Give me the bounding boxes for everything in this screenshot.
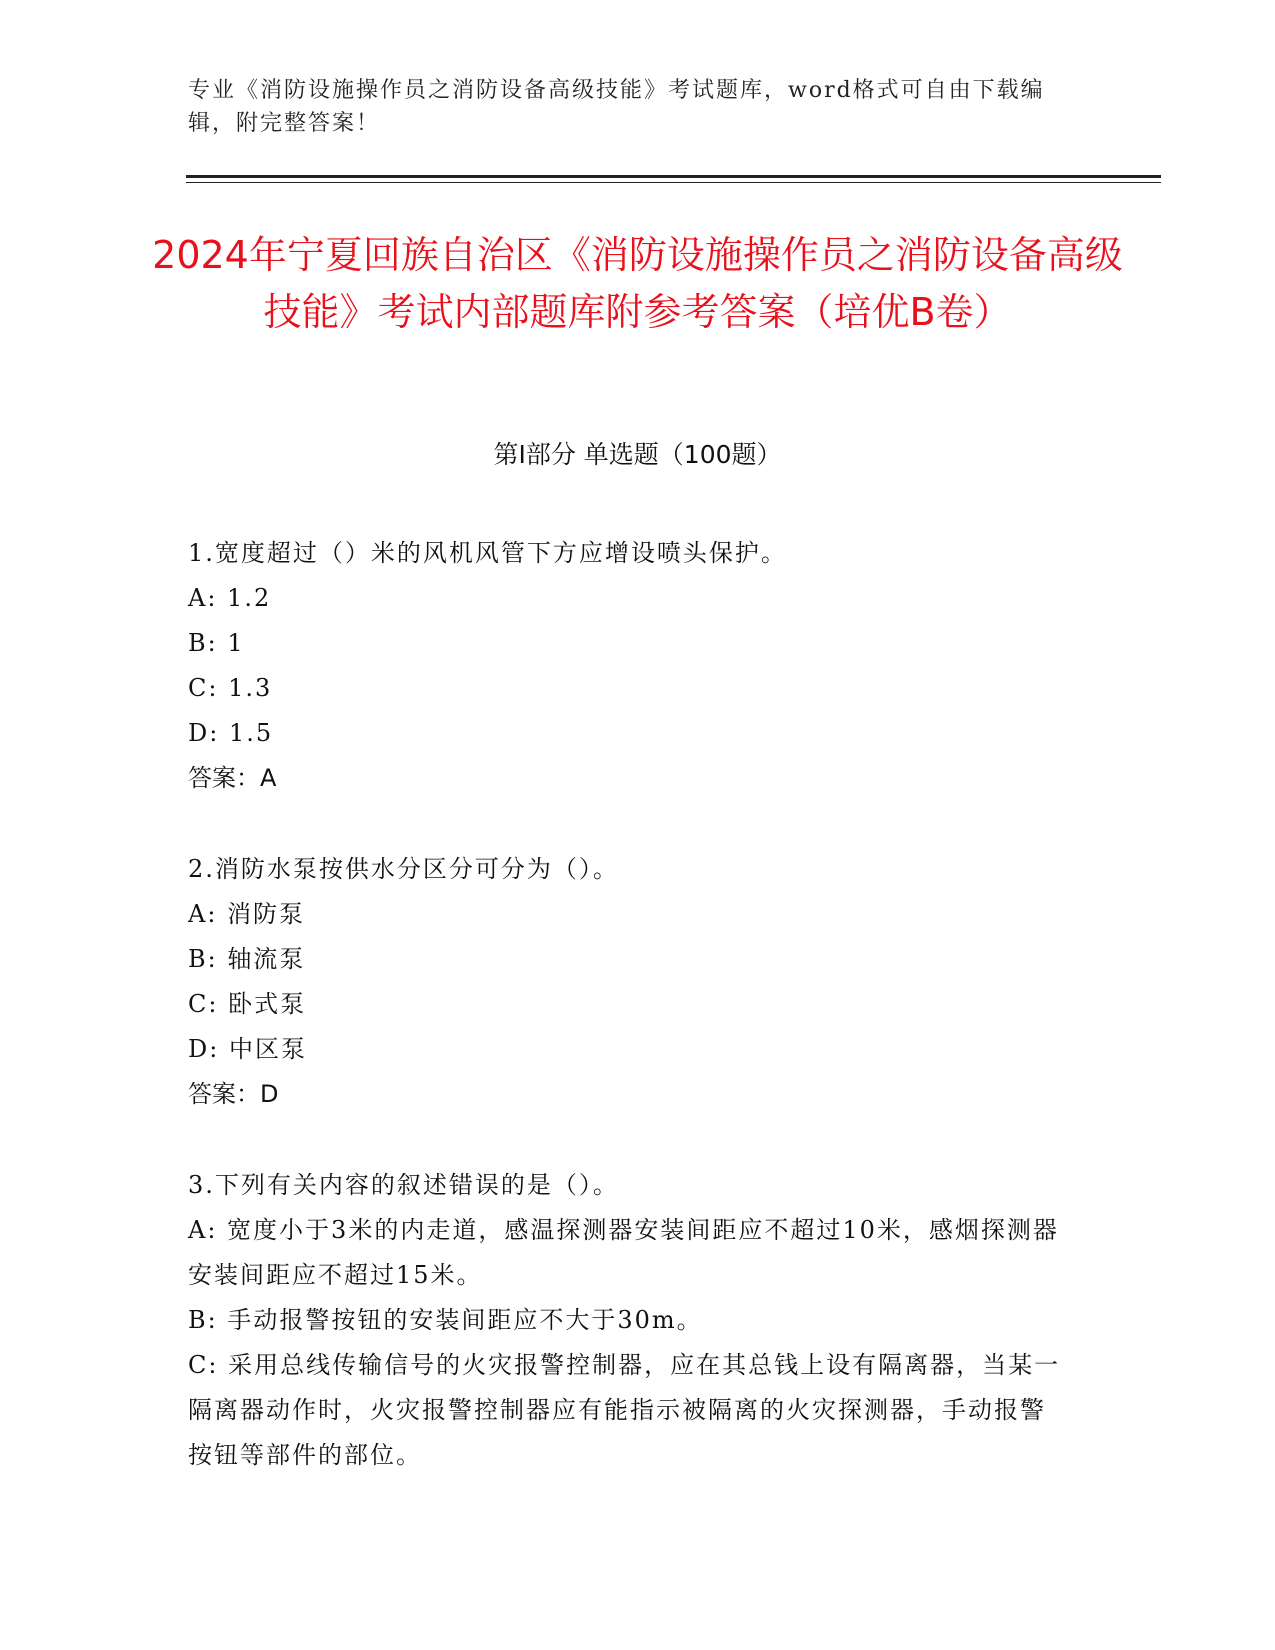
answer: 答案：A [188,764,277,792]
question-2 [188,847,1068,1117]
option-a: A: 消防泵 [188,900,306,928]
section-title: 第I部分 单选题（100题） [493,440,782,469]
question-stem: 2.消防水泵按供水分区分可分为（）。 [188,855,619,883]
header-rule-thin [186,182,1161,183]
option-b: B: 1 [188,629,245,657]
option-c: C: 卧式泵 [188,990,307,1018]
question-1 [188,531,1068,801]
option-a: A: 1.2 [188,584,272,612]
option-a: A: 宽度小于3米的内走道，感温探测器安装间距应不超过10米，感烟探测器安装间距应不超过15米。 [188,1216,1059,1289]
question-stem: 1.宽度超过（）米的风机风管下方应增设喷头保护。 [188,539,787,567]
document-title: 2024年宁夏回族自治区《消防设施操作员之消防设备高级技能》考试内部题库附参考答案（培优B卷） [152,233,1123,334]
option-b: B: 轴流泵 [188,945,306,973]
question-list [188,531,1068,1524]
option-d: D: 1.5 [188,719,274,747]
option-c: C: 1.3 [188,674,273,702]
option-c: C: 采用总线传输信号的火灾报警控制器，应在其总钱上设有隔离器，当某一隔离器动作时，火灾报警控制器应有能指示被隔离的火灾探测器，手动报警按钮等部件的部位。 [188,1351,1061,1469]
answer: 答案：D [188,1080,279,1108]
option-b: B: 手动报警按钮的安装间距应不大于30m。 [188,1306,703,1334]
option-d: D: 中区泵 [188,1035,307,1063]
question-3 [188,1163,1068,1478]
question-stem: 3.下列有关内容的叙述错误的是（）。 [188,1171,619,1199]
header-note: 专业《消防设施操作员之消防设备高级技能》考试题库，word格式可自由下载编辑，附完整答案！ [188,78,1045,136]
header-rule-thick [186,175,1161,178]
